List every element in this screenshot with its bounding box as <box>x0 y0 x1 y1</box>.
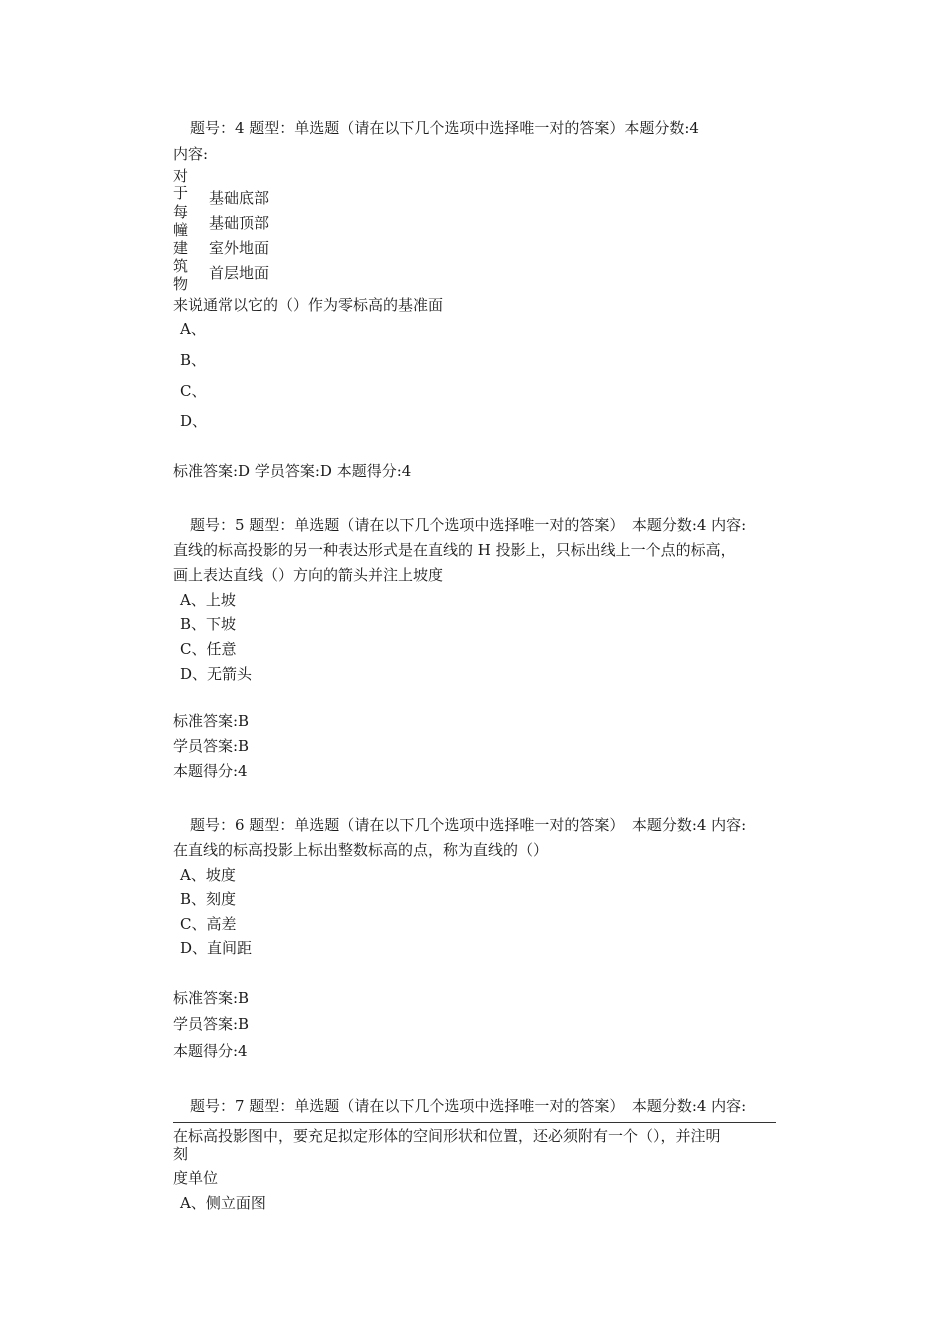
option-d: D、无箭头 <box>180 665 253 683</box>
question-4-header: 题号：4 题型：单选题（请在以下几个选项中选择唯一对的答案）本题分数:4 <box>190 119 699 137</box>
option-b: B、下坡 <box>180 615 237 633</box>
inline-option: 基础顶部 <box>209 214 270 232</box>
inline-option: 室外地面 <box>209 239 270 257</box>
option-c: C、任意 <box>180 640 237 658</box>
question-4-result: 标准答案:D 学员答案:D 本题得分:4 <box>173 462 412 480</box>
question-5-text-line-2: 画上表达直线（）方向的箭头并注上坡度 <box>173 566 444 584</box>
vertical-char: 对 <box>173 167 189 185</box>
vertical-char: 物 <box>173 275 189 293</box>
inline-option: 首层地面 <box>209 264 270 282</box>
option-c: C、高差 <box>180 915 237 933</box>
content-label: 内容: <box>173 145 209 163</box>
question-4-text: 来说通常以它的（）作为零标高的基准面 <box>173 296 444 314</box>
inline-option: 基础底部 <box>209 189 270 207</box>
question-7-text-line-2: 刻 <box>173 1145 189 1163</box>
option-a: A、侧立面图 <box>180 1194 266 1212</box>
divider-line <box>173 1122 776 1123</box>
question-score: 本题得分:4 <box>173 762 248 780</box>
question-7-header: 题号：7 题型：单选题（请在以下几个选项中选择唯一对的答案） 本题分数:4 内容: <box>190 1097 747 1115</box>
question-7-text-line-1: 在标高投影图中，要充足拟定形体的空间形状和位置，还必须附有一个（），并注明 <box>173 1127 721 1145</box>
vertical-char: 幢 <box>173 221 189 239</box>
question-5-text-line-1: 直线的标高投影的另一种表达形式是在直线的 H 投影上，只标出线上一个点的标高， <box>173 541 736 559</box>
option-c: C、 <box>180 382 207 400</box>
option-b: B、 <box>180 351 207 369</box>
option-a: A、坡度 <box>180 866 236 884</box>
option-b: B、刻度 <box>180 890 237 908</box>
vertical-char: 建 <box>173 239 189 257</box>
student-answer: 学员答案:B <box>173 1015 250 1033</box>
vertical-char: 筑 <box>173 257 189 275</box>
question-6-text: 在直线的标高投影上标出整数标高的点，称为直线的（） <box>173 841 549 859</box>
student-answer: 学员答案:B <box>173 737 250 755</box>
question-6-header: 题号：6 题型：单选题（请在以下几个选项中选择唯一对的答案） 本题分数:4 内容: <box>190 816 747 834</box>
standard-answer: 标准答案:B <box>173 712 250 730</box>
vertical-char: 每 <box>173 203 189 221</box>
option-a: A、 <box>180 320 206 338</box>
option-a: A、上坡 <box>180 591 236 609</box>
question-score: 本题得分:4 <box>173 1042 248 1060</box>
question-5-header: 题号：5 题型：单选题（请在以下几个选项中选择唯一对的答案） 本题分数:4 内容: <box>190 516 747 534</box>
option-d: D、直间距 <box>180 939 253 957</box>
question-7-text-line-3: 度单位 <box>173 1169 219 1187</box>
standard-answer: 标准答案:B <box>173 989 250 1007</box>
vertical-char: 于 <box>173 184 189 202</box>
option-d: D、 <box>180 412 208 430</box>
